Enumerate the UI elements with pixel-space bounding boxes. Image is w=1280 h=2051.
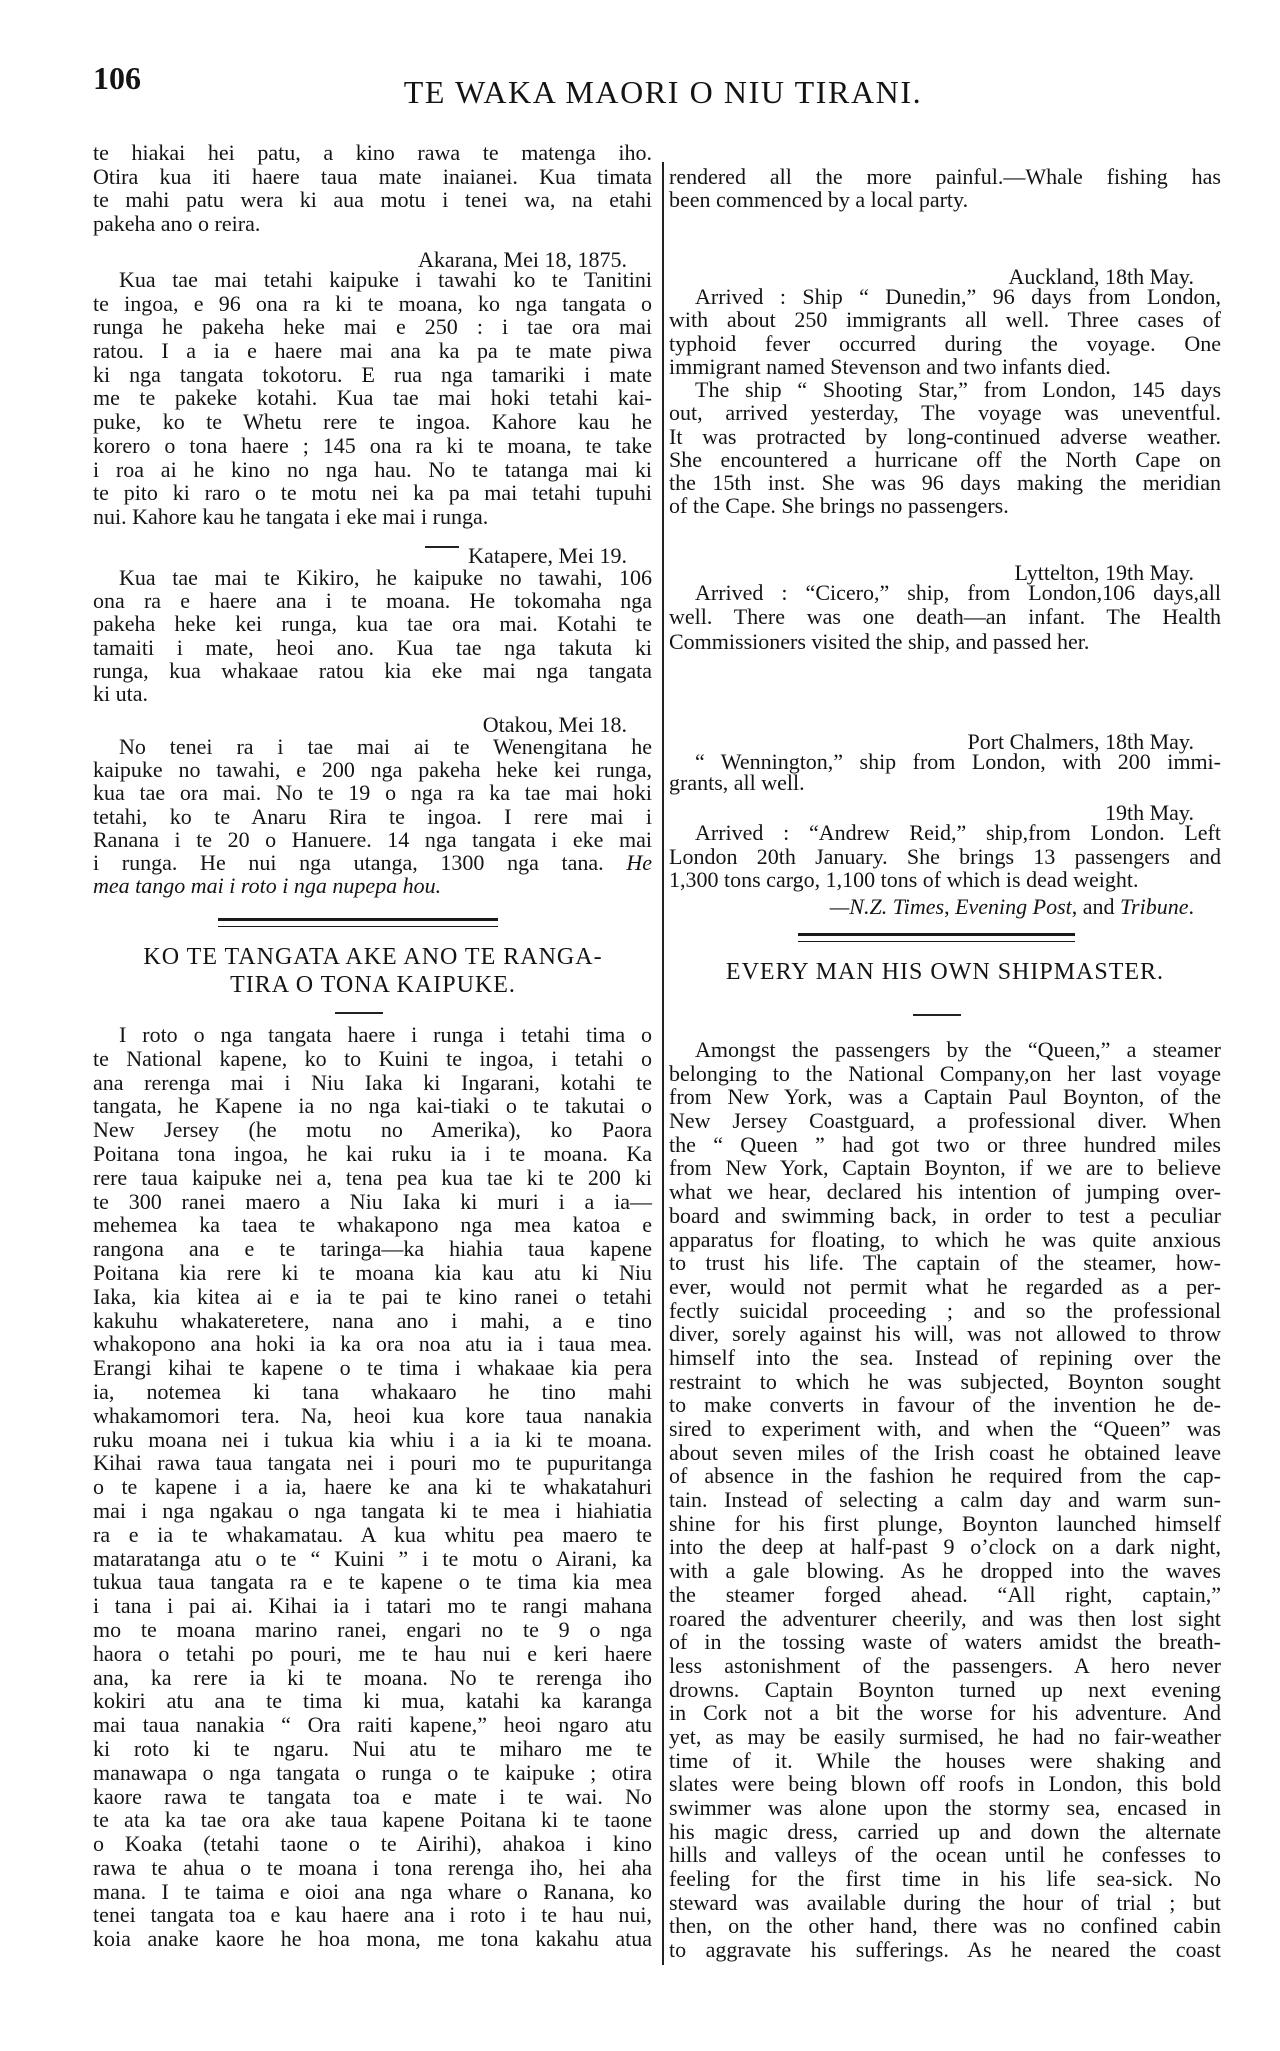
text-line: kakuhu whakateretere, nana ano i mahi, a e tino — [93, 1307, 652, 1333]
text-line: nui. Kahore kau he tangata i eke mai i runga. — [93, 503, 489, 529]
text-line: Ranana i te 20 o Hanuere. 14 nga tangata i eke mai — [93, 826, 652, 852]
text-line: mai i nga ngakau o nga tangata ki te mea i hiahiatia — [93, 1497, 652, 1523]
text-line: Arrived : Ship “ Dunedin,” 96 days from London, — [695, 284, 1221, 309]
text-line: Kua tae mai te Kikiro, he kaipuke no tawahi, 106 — [119, 565, 652, 590]
text-line: of in the tossing waste of waters amidst the breath- — [669, 1629, 1221, 1655]
text-line: i tana i pai ai. Kihai ia i tatari mo te rangi mahana — [93, 1593, 652, 1619]
article-paragraph — [669, 378, 1221, 518]
article-paragraph — [669, 165, 1221, 212]
text-line: New Jersey (he motu no Amerika), ko Paora — [93, 1117, 652, 1143]
text-line: mana. I te taima e oioi ana nga whare o Ranana, ko — [93, 1878, 652, 1904]
text-line: tetahi, ko te Anaru Rira te ingoa. I rere mai i — [93, 803, 652, 829]
text-line: yet, as may be easily surmised, he had no fair-weather — [669, 1723, 1221, 1749]
text-line: i roa ai he kino no nga hau. No te tatanga mai ki — [93, 456, 652, 482]
source-attribution — [669, 895, 1194, 919]
text-segment: Tribune — [1120, 894, 1189, 919]
text-segment: mea tango mai i roto i nga nupepa hou. — [93, 873, 442, 899]
text-line: She encountered a hurricane off the North Cape on — [669, 446, 1221, 472]
text-line: It was protracted by long-continued adverse weather. — [669, 423, 1221, 449]
text-line: ratou. I a ia e haere mai ana ka pa te mate piwa — [93, 338, 652, 364]
text-line: to aggravate his sufferings. As he neared the coast — [669, 1937, 1221, 1963]
text-line: his magic dress, carried up and down the alternate — [669, 1818, 1221, 1844]
text-line: of the Cape. She brings no passengers. — [669, 493, 1009, 519]
text-line: puke, ko te Whetu rere te ingoa. Kahore kau he — [93, 409, 652, 435]
newspaper-masthead-title: TE WAKA MAORI O NIU TIRANI. — [403, 74, 923, 110]
page-number: 106 — [93, 60, 141, 96]
text-line: apparatus for floating, to which he was quite anxious — [669, 1226, 1221, 1252]
article-paragraph — [93, 141, 652, 236]
text-line: Amongst the passengers by the “Queen,” a steamer — [695, 1037, 1221, 1062]
text-line: shine for his first plunge, Boynton launched himself — [669, 1510, 1221, 1536]
article-paragraph — [669, 751, 1221, 793]
text-line: te mahi patu wera ki aua motu i tenei wa, na etahi — [93, 187, 652, 213]
article-heading: EVERY MAN HIS OWN SHIPMASTER. — [725, 959, 1165, 985]
text-line: mehemea ka taea te whakapono nga mea katoa e — [93, 1212, 652, 1238]
text-line: o te kapene i a ia, haere ke ana ki te whakatahuri — [93, 1474, 652, 1500]
text-line — [93, 851, 652, 874]
text-line: kaore rawa te tangata toa e mate i te wai. No — [93, 1783, 652, 1809]
text-segment: . — [1188, 894, 1194, 919]
text-line: board and swimming back, in order to test a peculiar — [669, 1202, 1221, 1228]
text-line: o Koaka (tetahi taone o te Airihi), ahakoa i kino — [93, 1831, 652, 1857]
text-line: runga he pakeha heke mai e 250 : i tae ora mai — [93, 314, 652, 340]
heading-line: KO TE TANGATA AKE ANO TE RANGA- — [143, 944, 603, 970]
text-segment: —N.Z. Times — [829, 894, 945, 919]
text-line: ki nga tangata tokotoru. E rua nga tamariki i mate — [93, 361, 652, 387]
text-line — [93, 874, 652, 897]
text-line: haora o tetahi po pouri, me te hau nui e keri haere — [93, 1640, 652, 1666]
text-line: te pito ki raro o te motu nei ka pa mai tetahi tupuhi — [93, 480, 652, 506]
text-line: ona ra e haere ana i te moana. He tokomaha nga — [93, 588, 652, 614]
text-line: to make converts in favour of the invention he de- — [669, 1392, 1221, 1418]
text-line: diver, sorely against his will, was not allowed to throw — [669, 1321, 1221, 1347]
dateline: Lyttelton, 19th May. — [1014, 560, 1194, 585]
text-line: mo te moana marino ranei, engari no te 9 o nga — [93, 1616, 652, 1642]
text-line: typhoid fever occurred during the voyage. One — [669, 330, 1221, 356]
text-line: steward was available during the hour of trial ; but — [669, 1889, 1221, 1915]
dateline: Katapere, Mei 19. — [468, 543, 627, 568]
text-line: in Cork not a bit the worse for his adventure. And — [669, 1700, 1221, 1726]
text-line: Commissioners visited the ship, and passed her. — [669, 628, 1090, 654]
text-line: Arrived : “Cicero,” ship, from London,106 days,all — [695, 580, 1221, 605]
text-line: ki uta. — [93, 680, 148, 706]
text-line: out, arrived yesterday, The voyage was uneventful. — [669, 400, 1221, 426]
text-line: korero o tona haere ; 145 ona ra ki te moana, te take — [93, 432, 652, 458]
text-line: into the deep at half-past 9 o’clock on a dark night, — [669, 1534, 1221, 1560]
text-line: tangata, he Kapene ia no nga kai-tiaki o te takutai o — [93, 1093, 652, 1119]
text-line: tain. Instead of selecting a calm day and warm sun- — [669, 1487, 1221, 1513]
text-line: grants, all well. — [669, 770, 805, 795]
text-line: ana, ka rere ia ki te moana. No te rerenga iho — [93, 1664, 652, 1690]
text-line: about seven miles of the Irish coast he obtained leave — [669, 1439, 1221, 1465]
text-line: Erangi kihai te kapene o te tima i whakaae kia pera — [93, 1355, 652, 1381]
article-paragraph — [669, 581, 1221, 654]
article-paragraph — [669, 1038, 1221, 1962]
text-line: koia anake kaore he hoa mona, me tona kakahu atua — [93, 1926, 652, 1952]
text-line: ana rerenga mai i Niu Iaka ki Ingarani, kotahi te — [93, 1069, 652, 1095]
text-segment: He — [626, 849, 652, 875]
text-segment: , — [944, 894, 956, 919]
double-rule-separator — [798, 933, 1075, 942]
text-line: rangona ana e te taringa—ka hiahia taua kapene — [93, 1236, 652, 1262]
text-line: te National kapene, ko to Kuini te ingoa, i tetahi o — [93, 1045, 652, 1071]
text-line: “ Wennington,” ship from London, with 200 immi- — [695, 749, 1221, 774]
text-line: kaipuke no tawahi, e 200 nga pakeha heke kei runga, — [93, 757, 652, 783]
text-line: the 15th inst. She was 96 days making the meridian — [669, 470, 1221, 496]
text-segment: , and — [1071, 894, 1121, 919]
text-line: roared the adventurer cheerily, and was then lost sight — [669, 1605, 1221, 1631]
text-line: fectly suicidal proceeding ; and so the professional — [669, 1297, 1221, 1323]
text-line: sired to experiment with, and when the “Queen” was — [669, 1416, 1221, 1441]
text-line: Kua tae mai tetahi kaipuke i tawahi ko te Tanitini — [119, 267, 652, 292]
text-line: slates were being blown off roofs in London, this bold — [669, 1771, 1221, 1797]
text-line: to trust his life. The captain of the steamer, how- — [669, 1250, 1221, 1276]
text-line: The ship “ Shooting Star,” from London, 145 days — [695, 377, 1221, 402]
text-line: ever, would not permit what he regarded as a per- — [669, 1273, 1221, 1299]
text-line: me te pakeke kotahi. Kua tae mai hoki tetahi kai- — [93, 385, 652, 411]
text-line: I roto o nga tangata haere i runga i tetahi tima o — [119, 1022, 652, 1047]
article-paragraph — [93, 1023, 652, 1951]
text-line: manawapa o nga tangata o runga o te kaipuke ; otira — [93, 1759, 652, 1785]
article-heading — [88, 943, 658, 999]
text-line: pakeha heke kei runga, kua tae ora mai. Kotahi te — [93, 611, 652, 637]
dateline: Otakou, Mei 18. — [482, 712, 627, 737]
text-line: hills and valleys of the ocean until he confesses to — [669, 1842, 1221, 1868]
column-divider-rule — [662, 162, 664, 1965]
text-line: immigrant named Stevenson and two infants died. — [669, 353, 1111, 379]
text-segment: Evening Post — [955, 894, 1072, 919]
text-line: te ingoa, e 96 ona ra ki te moana, ko nga tangata o — [93, 290, 652, 316]
text-line: No tenei ra i tae mai ai te Wenengitana he — [119, 734, 652, 759]
text-line: ki roto ki te ngaru. Nui atu te miharo me te — [93, 1735, 652, 1761]
text-line: tamaiti i mate, heoi ano. Kua tae nga takuta ki — [93, 634, 652, 660]
text-line: tukua taua tangata ra e te kapene o te tima kia mea — [93, 1569, 652, 1595]
double-rule-separator — [218, 918, 498, 927]
text-line: belonging to the National Company,on her last voyage — [669, 1060, 1221, 1086]
text-line: rendered all the more painful.—Whale fishing has — [669, 164, 1221, 189]
text-line: te ata ka tae ora ake taua kapene Poitana ki te taone — [93, 1807, 652, 1833]
text-line: ruku moana nei i tukua kia whiu i a ia ki te moana. — [93, 1426, 652, 1452]
text-line: ia, notemea ki tana whakaaro he tino mahi — [93, 1378, 652, 1404]
text-line: te hiakai hei patu, a kino rawa te matenga iho. — [93, 140, 652, 165]
dateline: Akarana, Mei 18, 1875. — [418, 247, 627, 272]
text-line: tenei tangata toa e kau haere ana i roto i te hau nui, — [93, 1902, 652, 1928]
text-line: the “ Queen ” had got two or three hundred miles — [669, 1131, 1221, 1157]
text-line: then, on the other hand, there was no confined cabin — [669, 1913, 1221, 1939]
article-paragraph — [93, 566, 652, 705]
text-line: pakeha ano o reira. — [93, 211, 261, 237]
text-line: with about 250 immigrants all well. Three cases of — [669, 307, 1221, 333]
text-line: mai taua nanakia “ Ora raiti kapene,” heoi ngaro atu — [93, 1712, 652, 1738]
text-line: what we hear, declared his intention of jumping over- — [669, 1179, 1221, 1205]
text-line: swimmer was alone upon the stormy sea, encased in — [669, 1795, 1221, 1820]
text-line: from New York, was a Captain Paul Boynton, of the — [669, 1084, 1221, 1110]
text-line: the steamer forged ahead. “All right, captain,” — [669, 1581, 1221, 1607]
text-line: kokiri atu ana te tima ki mua, katahi ka karanga — [93, 1688, 652, 1714]
text-line: of absence in the fashion he required from the cap- — [669, 1463, 1221, 1489]
text-line: rawa te ahua o te moana i tona rerenga iho, hei aha — [93, 1854, 652, 1880]
text-line: from New York, Captain Boynton, if we are to believe — [669, 1155, 1221, 1181]
text-line: runga, kua whakaae ratou kia eke mai nga tangata — [93, 657, 652, 683]
article-paragraph — [669, 821, 1221, 892]
text-line: New Jersey Coastguard, a professional diver. When — [669, 1108, 1221, 1134]
text-line: London 20th January. She brings 13 passengers and — [669, 843, 1221, 869]
text-line: with a gale blowing. As he dropped into the waves — [669, 1558, 1221, 1584]
article-paragraph — [93, 735, 652, 897]
text-line: restraint to which he was subjected, Boynton sought — [669, 1368, 1221, 1394]
article-paragraph — [669, 285, 1221, 378]
text-line: Iaka, kia kitea ai e ia te pai te kino ranei o tetahi — [93, 1283, 652, 1309]
text-line: been commenced by a local party. — [669, 187, 969, 213]
text-line: whakopono ana hoki ia ka ora noa atu ia i taua mea. — [93, 1331, 652, 1357]
text-line: Poitana tona ingoa, he kai ruku ia i te moana. Ka — [93, 1140, 652, 1166]
text-line: whakamomori tera. Na, heoi kua kore taua nanakia — [93, 1402, 652, 1428]
article-paragraph — [93, 268, 652, 529]
text-line: well. There was one death—an infant. The Health — [669, 604, 1221, 630]
text-line: ra e ia te whakamatau. A kua whitu pea maero te — [93, 1521, 652, 1547]
text-segment: i runga. He nui nga utanga, 1300 nga tana. — [93, 849, 627, 875]
text-line: time of it. While the houses were shaking and — [669, 1747, 1221, 1773]
text-line: less astonishment of the passengers. A hero never — [669, 1652, 1221, 1678]
section-rule — [335, 1012, 383, 1014]
text-line: rere taua kaipuke nei a, tena pea kua tae ki te 200 ki — [93, 1164, 652, 1190]
text-line: drowns. Captain Boynton turned up next evening — [669, 1676, 1221, 1702]
dateline: Auckland, 18th May. — [1008, 264, 1194, 289]
dateline: Port Chalmers, 18th May. — [967, 729, 1194, 754]
text-line: Kihai rawa taua tangata nei i pouri mo te pupuritanga — [93, 1450, 652, 1476]
dateline: 19th May. — [1104, 800, 1194, 825]
text-line: mataratanga atu o te “ Kuini ” i te motu o Airani, ka — [93, 1545, 652, 1571]
text-line: himself into the sea. Instead of repining over the — [669, 1344, 1221, 1370]
text-line: feeling for the first time in his life sea-sick. No — [669, 1866, 1221, 1892]
text-line: Poitana kia rere ki te moana kia kau atu ki Niu — [93, 1259, 652, 1285]
text-line: Otira kua iti haere taua mate inaianei. Kua timata — [93, 163, 652, 189]
text-line: kua tae ora mai. No te 19 o nga ra ka tae mai hoki — [93, 780, 652, 806]
text-line: Arrived : “Andrew Reid,” ship,from London. Left — [695, 820, 1221, 845]
text-line: te 300 ranei maero a Niu Iaka ki muri i a ia— — [93, 1188, 652, 1214]
text-line: 1,300 tons cargo, 1,100 tons of which is dead weight. — [669, 867, 1139, 892]
heading-line: TIRA O TONA KAIPUKE. — [230, 972, 516, 998]
section-rule — [913, 1014, 961, 1016]
